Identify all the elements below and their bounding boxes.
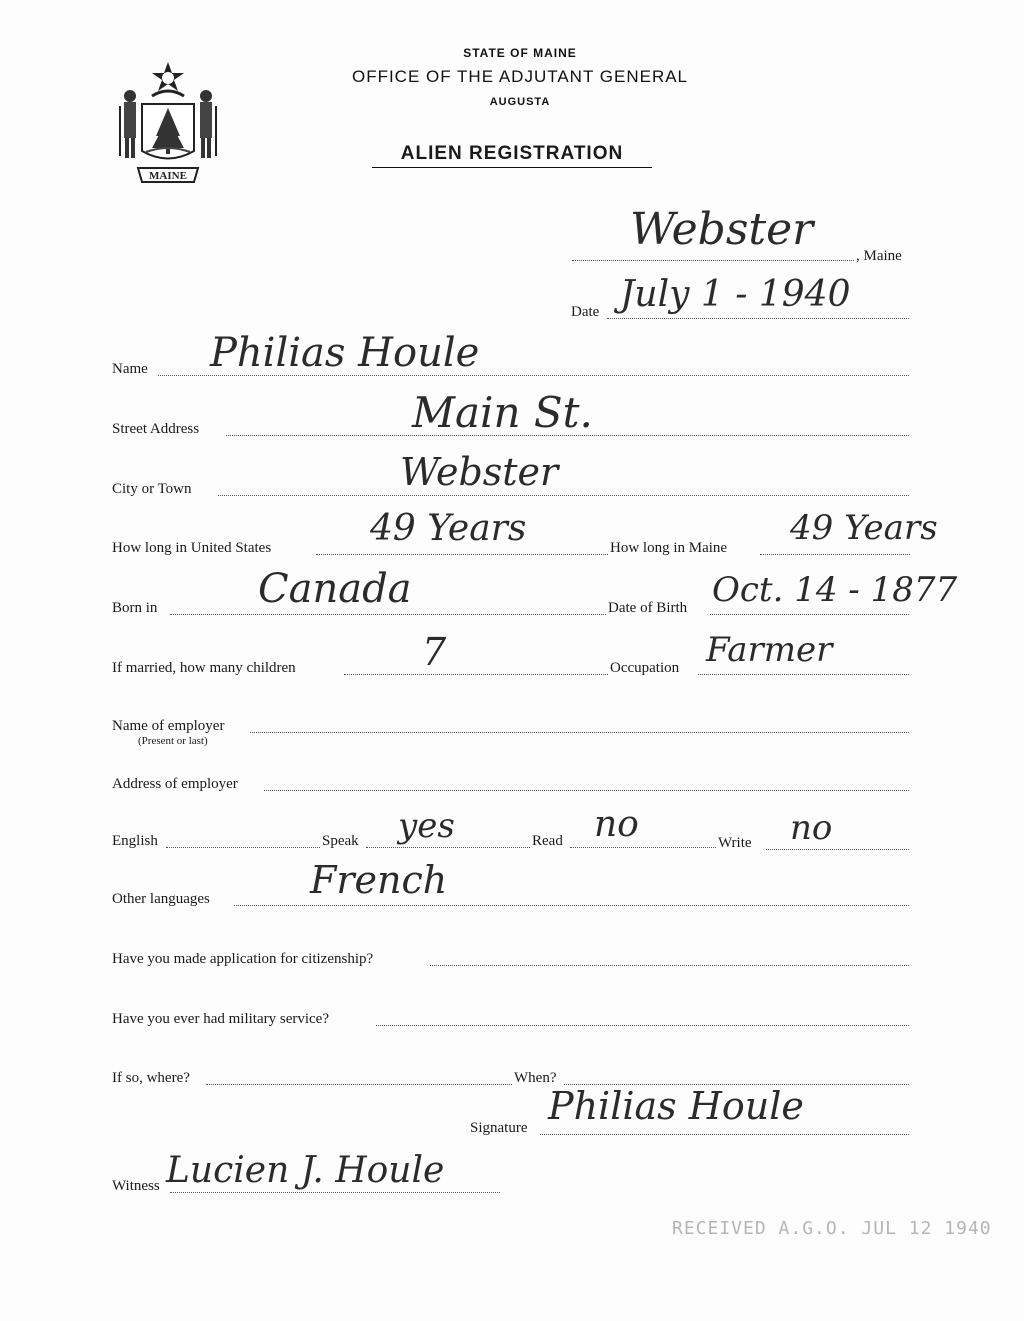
other-languages-line bbox=[234, 905, 909, 906]
how-long-us-value: 49 Years bbox=[370, 508, 527, 549]
write-label: Write bbox=[718, 835, 752, 851]
born-in-value: Canada bbox=[258, 566, 412, 612]
dob-value: Oct. 14 - 1877 bbox=[712, 570, 958, 610]
employer-sublabel: (Present or last) bbox=[138, 735, 208, 747]
where-line bbox=[206, 1084, 512, 1085]
children-label: If married, how many children bbox=[112, 660, 296, 676]
how-long-maine-line bbox=[760, 554, 910, 555]
born-in-label: Born in bbox=[112, 600, 158, 616]
born-in-line bbox=[170, 614, 606, 615]
date-value: July 1 - 1940 bbox=[620, 274, 851, 315]
english-line bbox=[166, 847, 320, 848]
seal-banner-text: MAINE bbox=[149, 170, 187, 182]
city-line bbox=[218, 495, 909, 496]
occupation-label: Occupation bbox=[610, 660, 680, 676]
street-value: Main St. bbox=[412, 388, 593, 437]
speak-value: yes bbox=[398, 806, 455, 846]
witness-line bbox=[170, 1192, 500, 1193]
header-city: AUGUSTA bbox=[489, 96, 551, 108]
name-label: Name bbox=[112, 361, 148, 377]
citizenship-line bbox=[430, 965, 909, 966]
write-line bbox=[766, 849, 909, 850]
signature-label: Signature bbox=[470, 1120, 528, 1136]
children-value: 7 bbox=[422, 630, 447, 674]
header-office: OFFICE OF THE ADJUTANT GENERAL bbox=[351, 67, 689, 86]
header-state: STATE OF MAINE bbox=[463, 46, 577, 60]
other-languages-label: Other languages bbox=[112, 891, 210, 907]
military-line bbox=[376, 1025, 909, 1026]
where-label: If so, where? bbox=[112, 1070, 190, 1086]
date-label: Date bbox=[571, 304, 600, 320]
employer-label: Name of employer bbox=[112, 718, 225, 734]
how-long-us-label: How long in United States bbox=[112, 540, 272, 556]
occupation-value: Farmer bbox=[706, 630, 833, 670]
received-stamp: RECEIVED A.G.O. JUL 12 1940 bbox=[672, 1218, 992, 1239]
speak-line bbox=[366, 847, 530, 848]
how-long-us-line bbox=[316, 554, 608, 555]
read-value: no bbox=[594, 804, 639, 845]
street-label: Street Address bbox=[112, 421, 200, 437]
other-languages-value: French bbox=[310, 858, 448, 902]
city-label: City or Town bbox=[112, 481, 192, 497]
children-line bbox=[344, 674, 608, 675]
how-long-maine-value: 49 Years bbox=[790, 508, 938, 548]
town-value: Webster bbox=[630, 204, 814, 255]
dob-label: Date of Birth bbox=[608, 600, 688, 616]
english-label: English bbox=[112, 833, 158, 849]
citizenship-label: Have you made application for citizenship? bbox=[112, 951, 374, 967]
signature-value: Philias Houle bbox=[548, 1084, 804, 1128]
employer-address-label: Address of employer bbox=[112, 776, 238, 792]
dob-line bbox=[710, 614, 909, 615]
witness-label: Witness bbox=[112, 1178, 160, 1194]
military-label: Have you ever had military service? bbox=[112, 1011, 329, 1027]
name-value: Philias Houle bbox=[210, 330, 480, 376]
employer-line bbox=[250, 732, 909, 733]
read-label: Read bbox=[532, 833, 563, 849]
date-line bbox=[607, 318, 909, 319]
write-value: no bbox=[790, 808, 833, 848]
town-line bbox=[572, 260, 854, 261]
witness-value: Lucien J. Houle bbox=[166, 1150, 445, 1191]
form-title: ALIEN REGISTRATION bbox=[372, 143, 652, 168]
maine-label: , Maine bbox=[856, 248, 902, 264]
occupation-line bbox=[698, 674, 909, 675]
when-label: When? bbox=[514, 1070, 557, 1086]
read-line bbox=[570, 847, 716, 848]
city-value: Webster bbox=[400, 450, 559, 494]
speak-label: Speak bbox=[322, 833, 359, 849]
signature-line bbox=[540, 1134, 909, 1135]
how-long-maine-label: How long in Maine bbox=[610, 540, 728, 556]
employer-address-line bbox=[264, 790, 909, 791]
